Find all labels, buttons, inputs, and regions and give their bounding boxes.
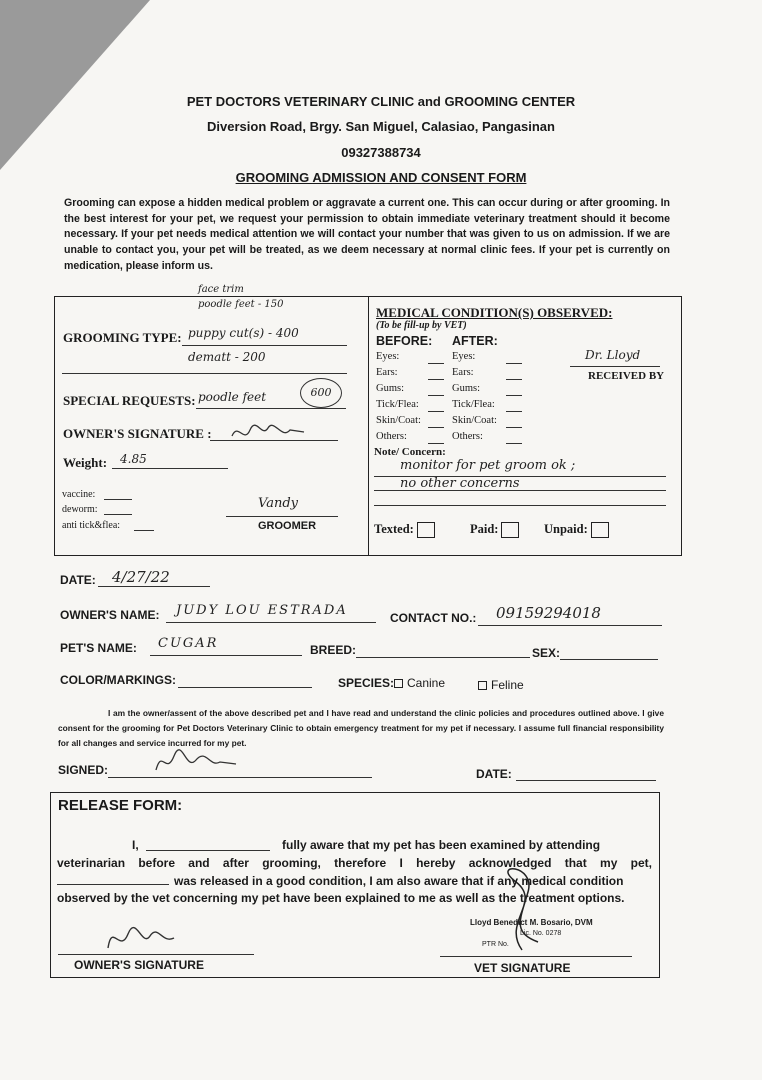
consent-paragraph: I am the owner/assent of the above described pet and I have read and understand the clinic policies and procedures outlined above. I give consent for the grooming for Pet Doctors Veterinary Clinic to obtain emergency treatment for my pet if necessary. I assume full financial responsibility for all changes and service incurred for my pet. — [58, 708, 664, 748]
after-row-line — [506, 411, 522, 412]
pet-name-line — [150, 655, 302, 656]
weight-line — [112, 468, 228, 469]
after-row: Others: — [452, 431, 483, 442]
contact-label: CONTACT NO.: — [390, 611, 477, 625]
deworm-label: deworm: — [62, 504, 98, 515]
before-label: BEFORE: — [376, 334, 433, 348]
date-line — [98, 586, 210, 587]
grooming-type-value: puppy cut(s) - 400 — [188, 326, 299, 340]
groomer-value: Vandy — [258, 496, 298, 511]
feline-label: Feline — [491, 678, 524, 692]
after-row-line — [506, 379, 522, 380]
antitick-label: anti tick&flea: — [62, 520, 121, 531]
groomer-label: GROOMER — [258, 520, 317, 532]
received-by-label: RECEIVED BY — [588, 370, 665, 382]
received-by-line — [570, 366, 660, 367]
note-line-2 — [374, 490, 666, 491]
after-label: AFTER: — [452, 334, 498, 348]
canine-checkbox[interactable] — [394, 679, 403, 688]
grooming-type-label: GROOMING TYPE: — [63, 330, 182, 345]
consent-date-label: DATE: — [476, 767, 512, 781]
before-row: Skin/Coat: — [376, 415, 421, 426]
before-row: Gums: — [376, 383, 405, 394]
species-label: SPECIES: — [338, 676, 395, 690]
vaccine-line — [104, 499, 132, 500]
weight-label: Weight: — [63, 455, 108, 470]
note-value-1: monitor for pet groom ok ; — [400, 458, 576, 473]
clinic-name: PET DOCTORS VETERINARY CLINIC and GROOMING CENTER — [186, 94, 576, 109]
clinic-address: Diversion Road, Brgy. San Miguel, Calasiao, Pangasinan — [207, 119, 555, 134]
vaccine-label: vaccine: — [62, 489, 96, 500]
after-row: Gums: — [452, 383, 481, 394]
signed-signature-scribble — [150, 746, 240, 778]
owner-signature-line — [210, 440, 338, 441]
date-label: DATE: — [60, 573, 96, 587]
pet-name-value: CUGAR — [158, 636, 219, 651]
vet-signature-scribble — [492, 862, 552, 952]
release-line1-pre: I, — [132, 838, 139, 852]
note-label: Note/ Concern: — [374, 446, 446, 458]
release-line1-post: fully aware that my pet has been examined by attending — [282, 838, 601, 852]
before-row: Eyes: — [376, 351, 400, 362]
weight-value: 4.85 — [120, 452, 147, 466]
before-row: Ears: — [376, 367, 398, 378]
vet-stamp-name: Lloyd Benedict M. Bosario, DVM — [470, 918, 593, 927]
before-row-line — [428, 443, 444, 444]
date-value: 4/27/22 — [112, 568, 170, 586]
owner-name-line — [166, 622, 376, 623]
before-row: Tick/Flea: — [376, 399, 419, 410]
release-title: RELEASE FORM: — [58, 797, 183, 814]
medical-subtitle: (To be fill-up by VET) — [376, 320, 467, 331]
signed-label: SIGNED: — [58, 763, 109, 777]
medical-title: MEDICAL CONDITION(S) OBSERVED: — [376, 305, 613, 320]
after-row: Tick/Flea: — [452, 399, 495, 410]
texted-box[interactable] — [417, 522, 435, 538]
texted-label: Texted: — [374, 522, 414, 536]
total-circled: 600 — [300, 378, 342, 408]
color-line — [178, 687, 312, 688]
unpaid-checkbox[interactable] — [544, 522, 609, 538]
paid-label: Paid: — [470, 522, 499, 536]
grooming-type-line — [182, 345, 347, 346]
vet-sig-label: VET SIGNATURE — [474, 961, 571, 975]
after-row: Ears: — [452, 367, 474, 378]
owner-name-label: OWNER'S NAME: — [60, 608, 160, 622]
consent-date-line — [516, 780, 656, 781]
note-value-2: no other concerns — [400, 476, 520, 491]
after-row-line — [506, 427, 522, 428]
feline-option[interactable] — [478, 678, 524, 692]
special-requests-line — [196, 408, 346, 409]
release-owner-sig-line — [58, 954, 254, 955]
release-line4: observed by the vet concerning my pet have been explained to me as well as the treatment options. — [57, 891, 625, 905]
antitick-line — [134, 530, 154, 531]
before-row-line — [428, 411, 444, 412]
canine-label: Canine — [407, 676, 446, 690]
grooming-hand-top1: face trim — [198, 284, 244, 295]
vet-sig-line — [440, 956, 632, 957]
after-row: Skin/Coat: — [452, 415, 497, 426]
color-label: COLOR/MARKINGS: — [60, 673, 176, 687]
form-title: GROOMING ADMISSION AND CONSENT FORM — [235, 170, 527, 185]
unpaid-box[interactable] — [591, 522, 609, 538]
note-line-3 — [374, 505, 666, 506]
paid-box[interactable] — [501, 522, 519, 538]
contact-value: 09159294018 — [496, 604, 601, 622]
release-name-line — [146, 850, 270, 851]
groomer-line — [226, 516, 338, 517]
unpaid-label: Unpaid: — [544, 522, 588, 536]
grooming-hand-top2: poodle feet - 150 — [198, 299, 284, 310]
owner-signature-label: OWNER'S SIGNATURE : — [63, 426, 212, 441]
owner-name-value: JUDY LOU ESTRADA — [176, 603, 348, 618]
deworm-line — [104, 514, 132, 515]
release-owner-signature-scribble — [98, 918, 178, 958]
contact-line — [478, 625, 662, 626]
before-row-line — [428, 363, 444, 364]
before-row-line — [428, 395, 444, 396]
clinic-phone: 09327388734 — [341, 145, 421, 160]
release-line2: veterinarian before and after grooming, therefore I hereby acknowledged that my pet, — [57, 856, 652, 870]
pet-name-label: PET'S NAME: — [60, 641, 137, 655]
intro-paragraph: Grooming can expose a hidden medical problem or aggravate a current one. This can occur during or after grooming. In the best interest for your pet, we request your permission to obtain immediate veterinary treatment should it become necessary. If your pet needs medical attention we will contact your number that was given to us on admission. If we are unable to contact you, your pet will be treated, as we deem necessary at normal clinic fees. If your pet is currently on medication, please inform us. — [64, 197, 670, 272]
before-row: Others: — [376, 431, 407, 442]
feline-checkbox[interactable] — [478, 681, 487, 690]
before-row-line — [428, 379, 444, 380]
grooming-type-line-2 — [62, 373, 347, 374]
canine-option[interactable] — [394, 676, 445, 690]
release-line3: was released in a good condition, I am also aware that if any medical condition — [174, 874, 624, 888]
breed-label: BREED: — [310, 643, 357, 657]
before-row-line — [428, 427, 444, 428]
signed-line — [108, 777, 372, 778]
after-row-line — [506, 363, 522, 364]
special-requests-label: SPECIAL REQUESTS: — [63, 393, 196, 408]
vet-stamp-ptr: PTR No. — [482, 941, 509, 948]
release-pet-line — [57, 884, 169, 885]
grooming-type-value-2: dematt - 200 — [188, 350, 266, 364]
box-divider — [368, 297, 369, 555]
after-row-line — [506, 395, 522, 396]
after-row: Eyes: — [452, 351, 476, 362]
special-requests-value: poodle feet — [198, 390, 267, 404]
texted-checkbox[interactable] — [374, 522, 435, 538]
received-by-value: Dr. Lloyd — [585, 348, 641, 362]
after-row-line — [506, 443, 522, 444]
release-owner-sig-label: OWNER'S SIGNATURE — [74, 958, 204, 972]
breed-line — [356, 657, 530, 658]
owner-signature-scribble — [228, 418, 308, 448]
paid-checkbox[interactable] — [470, 522, 519, 538]
sex-label: SEX: — [532, 646, 561, 660]
vet-stamp-license: Lic. No. 0278 — [520, 930, 562, 937]
sex-line — [560, 659, 658, 660]
